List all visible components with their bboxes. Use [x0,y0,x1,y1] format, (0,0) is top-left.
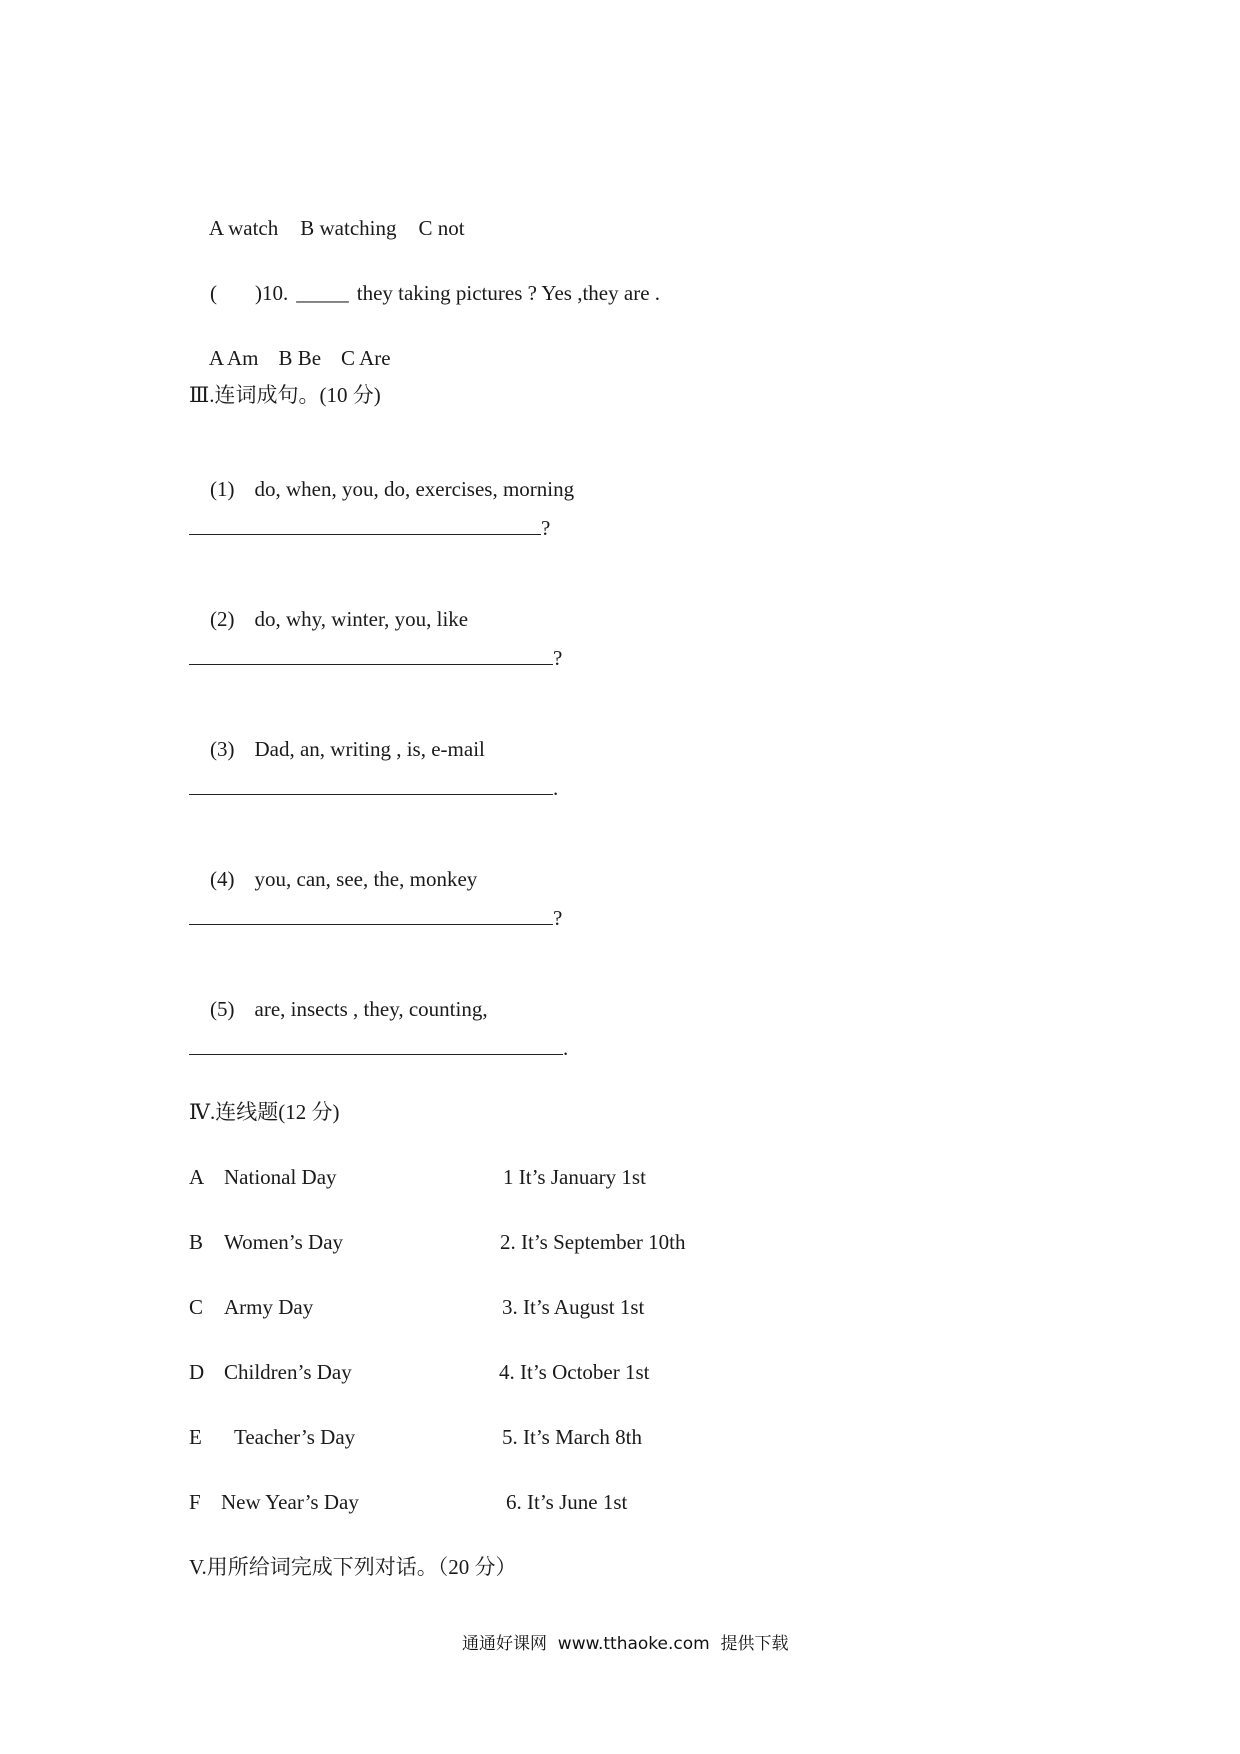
s4-right-4[interactable]: 4. It’s October 1st [499,1360,650,1384]
s4-right-6[interactable]: 6. It’s June 1st [506,1490,628,1514]
q10-number: )10. [255,281,289,305]
q10-option-c: C Are [341,346,391,370]
s4-left-f-text[interactable]: New Year’s Day [221,1490,359,1514]
s4-right-3[interactable]: 3. It’s August 1st [502,1295,645,1319]
q10-paren-open: ( [210,281,217,305]
s3-item-1-words: do, when, you, do, exercises, morning [254,477,575,501]
s4-left-b-letter: B [189,1230,204,1254]
q10-option-b: B Be [278,346,322,370]
s3-answer-3-end: . [553,776,559,800]
section-5-title: V.用所给词完成下列对话。（20 分） [189,1555,517,1579]
s4-left-d-text[interactable]: Children’s Day [224,1360,352,1384]
section-4-title: Ⅳ.连线题(12 分) [189,1100,340,1124]
s4-left-c-text[interactable]: Army Day [224,1295,314,1319]
s3-item-4-words: you, can, see, the, monkey [254,867,478,891]
s3-answer-1-end: ? [541,516,551,540]
answer-line-5[interactable] [189,1032,563,1055]
s3-item-2-num: (2) [210,607,235,631]
answer-line-3[interactable] [189,772,553,795]
s3-item-3-words: Dad, an, writing , is, e-mail [254,737,485,761]
s3-answer-3[interactable] [189,772,558,802]
q9-option-b: B watching [300,216,397,240]
s3-item-5-num: (5) [210,997,235,1021]
section-3-title: Ⅲ.连词成句。(10 分) [189,383,381,407]
s4-right-5[interactable]: 5. It’s March 8th [502,1425,642,1449]
s4-left-a-letter: A [189,1165,205,1189]
s3-answer-2-end: ? [553,646,563,670]
s3-answer-2[interactable] [189,642,562,672]
s4-left-b-text[interactable]: Women’s Day [224,1230,344,1254]
answer-line-1[interactable] [189,512,541,535]
q10-blank: _____ [296,281,349,305]
page-footer: 通通好课网 www.tthaoke.com 提供下载 [462,1634,789,1654]
s4-left-e-text[interactable]: Teacher’s Day [234,1425,356,1449]
s3-item-5-words: are, insects , they, counting, [254,997,488,1021]
s3-item-2-words: do, why, winter, you, like [254,607,469,631]
q10-text: they taking pictures ? Yes ,they are . [356,281,661,305]
s4-left-e-letter: E [189,1425,202,1449]
s4-left-f-letter: F [189,1490,201,1514]
s3-answer-5-end: . [563,1036,569,1060]
s3-item-1-num: (1) [210,477,235,501]
q9-option-a: A watch [208,216,279,240]
s4-left-c-letter: C [189,1295,204,1319]
s4-right-1[interactable]: 1 It’s January 1st [503,1165,646,1189]
s3-answer-4[interactable] [189,902,562,932]
s3-item-4-num: (4) [210,867,235,891]
answer-line-4[interactable] [189,902,553,925]
s4-left-a-text[interactable]: National Day [224,1165,337,1189]
s4-right-2[interactable]: 2. It’s September 10th [500,1230,686,1254]
s3-answer-1[interactable] [189,512,550,542]
q10-option-a: A Am [208,346,259,370]
s3-answer-5[interactable] [189,1032,568,1062]
s3-item-3-num: (3) [210,737,235,761]
q9-option-c: C not [418,216,465,240]
s4-left-d-letter: D [189,1360,205,1384]
answer-line-2[interactable] [189,642,553,665]
s3-answer-4-end: ? [553,906,563,930]
